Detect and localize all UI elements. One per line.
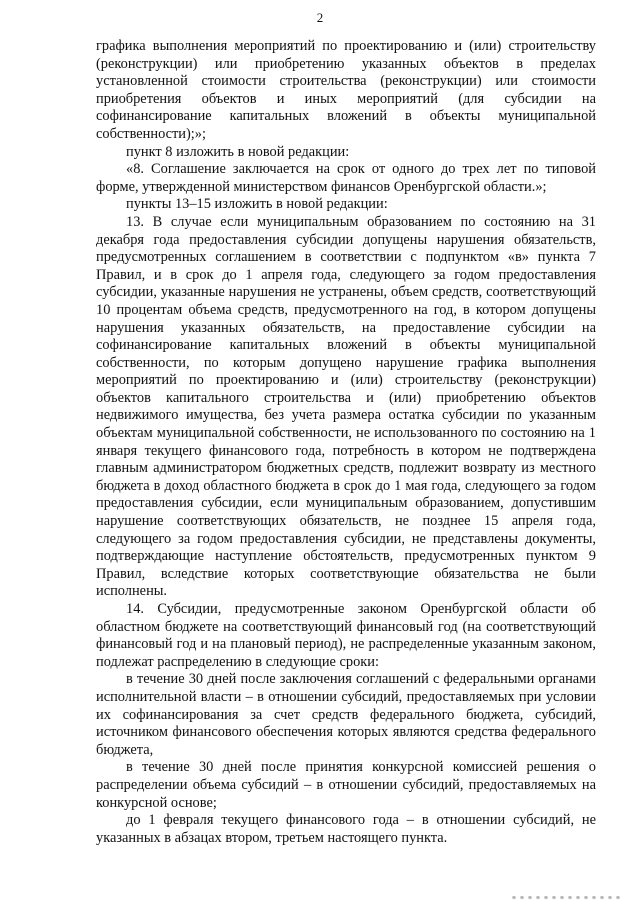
paragraph-item-8-text: «8. Соглашение заключается на срок от одного до трех лет по типовой форме, утвержденной министерством финансов Оренбургской области.»; <box>96 161 596 195</box>
document-body <box>96 38 596 847</box>
scan-artifact <box>510 896 620 899</box>
paragraph-item-8-instruction: пункт 8 изложить в новой редакции: <box>126 143 350 160</box>
paragraph-item-13: 13. В случае если муниципальным образованием по состоянию на 31 декабря года предоставления субсидии допущены нарушения обязательств, предусмотренных соглашением в соответствии с подпунктом «в» пункта 7 Правил, и в срок до 1 апреля года, следующего за годом предоставления субсидии, указанные нарушения не устранены, объем средств, соответствующий 10 процентам объема средств, предусмотренного на год, в котором допущены нарушения указанных обязательств, на предоставление субсидии на софинансирование капитальных вложений в объекты муниципальной собственности, по которым допущено нарушение графика выполнения мероприятий по проектированию и (или) строительству (реконструкции) объектов капитального строительства и (или) приобретению объектов недвижимого имущества, без учета размера остатка субсидии по указанным объектам муниципальной собственности, не использованного по состоянию на 1 января текущего финансового года, потребность в котором не подтверждена главным администратором бюджетных средств, подлежит возврату из местного бюджета в доход областного бюджета в срок до 1 мая года, следующего за годом предоставления субсидии, если муниципальным образованием, допустившим нарушение соответствующих обязательств, не позднее 15 апреля года, следующего за годом предоставления субсидии, не представлены документы, подтверждающие наступление обстоятельств, предусмотренных пунктом 9 Правил, вследствие которых соответствующие обязательства не были исполнены. <box>96 213 596 600</box>
paragraph-item-14: 14. Субсидии, предусмотренные законом Оренбургской области об областном бюджете на соответствующий финансовый год (на соответствующий финансовый год и на плановый период), не распределенные указанным законом, подлежат распределению в следующие сроки: <box>96 601 596 670</box>
paragraph-item-14-deadline-1: в течение 30 дней после заключения соглашений с федеральными органами исполнительной власти – в отношении субсидий, предоставляемых при условии их софинансирования за счет средств федерального бюджета, субсидий, источником финансового обеспечения которых являются средства федерального бюджета, <box>96 671 596 758</box>
paragraph-continuation: графика выполнения мероприятий по проектированию и (или) строительству (реконструкции) или приобретению указанных объектов в пределах установленной стоимости строительства (реконструкции) или стоимости приобретения объектов и иных мероприятий (для субсидии на софинансирование капитальных вложений в объекты муниципальной собственности);»; <box>96 38 596 142</box>
page-number: 2 <box>316 10 324 25</box>
paragraph-items-13-15-instruction: пункты 13–15 изложить в новой редакции: <box>126 196 388 213</box>
paragraph-item-14-deadline-2: в течение 30 дней после принятия конкурсной комиссией решения о распределении объема субсидий – в отношении субсидий, предоставляемых на конкурсной основе; <box>96 759 596 811</box>
paragraph-item-14-deadline-3: до 1 февраля текущего финансового года – в отношении субсидий, не указанных в абзацах втором, третьем настоящего пункта. <box>96 812 596 846</box>
